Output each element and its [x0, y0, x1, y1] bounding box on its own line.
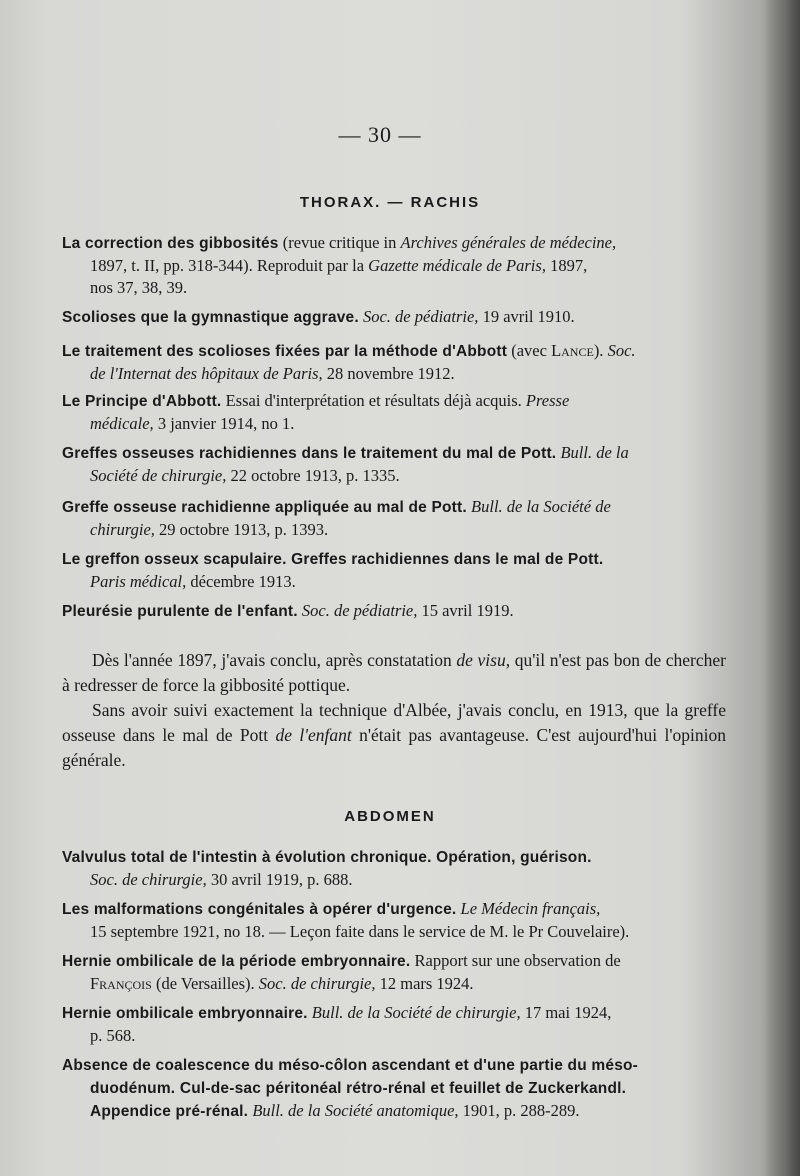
bibliography-entry: Les malformations congénitales à opérer d'urgence. Le Médecin français, 15 septembre 1921, no 18. — Leçon faite dans le service de M. le Pr Couvelaire).	[62, 899, 630, 941]
bibliography-entry: Le traitement des scolioses fixées par la méthode d'Abbott (avec Lance). Soc. de l'Internat des hôpitaux de Paris, 28 novembre 1912.	[62, 341, 636, 383]
bibliography-entry: Greffe osseuse rachidienne appliquée au mal de Pott. Bull. de la Société de chirurgie, 29 octobre 1913, p. 1393.	[62, 497, 611, 539]
page-edge-shadow	[764, 0, 800, 1176]
bibliography-entry: Le Principe d'Abbott. Essai d'interprétation et résultats déjà acquis. Presse médicale, 3 janvier 1914, no 1.	[62, 391, 570, 433]
bibliography-entry: Scolioses que la gymnastique aggrave. Soc. de pédiatrie, 19 avril 1910.	[62, 307, 575, 326]
bibliography-entry: Valvulus total de l'intestin à évolution chronique. Opération, guérison. Soc. de chirurgie, 30 avril 1919, p. 688.	[62, 849, 592, 889]
bibliography-entry: La correction des gibbosités (revue critique in Archives générales de médecine, 1897, t. II, pp. 318-344). Reproduit par la Gazette médicale de Paris, 1897, nos 37, 38, 39.	[62, 233, 617, 297]
bibliography-entry: Greffes osseuses rachidiennes dans le traitement du mal de Pott. Bull. de la Société de chirurgie, 22 octobre 1913, p. 1335.	[62, 443, 629, 485]
body-paragraph: Dès l'année 1897, j'avais conclu, après constatation de visu, qu'il n'est pas bon de chercher à redresser de force la gibbosité pottique.	[62, 650, 726, 695]
section-heading-abdomen: ABDOMEN	[344, 808, 436, 825]
section-heading-thorax: THORAX. — RACHIS	[299, 194, 481, 211]
bibliography-entry: Hernie ombilicale embryonnaire. Bull. de la Société de chirurgie, 17 mai 1924, p. 568.	[62, 1003, 612, 1045]
body-paragraph: Sans avoir suivi exactement la technique d'Albée, j'avais conclu, en 1913, que la greffe osseuse dans le mal de Pott de l'enfant n'était pas avantageuse. C'est aujourd'hui l'opinion générale.	[62, 700, 726, 770]
bibliography-entry: Le greffon osseux scapulaire. Greffes rachidiennes dans le mal de Pott. Paris médical, décembre 1913.	[62, 551, 604, 591]
bibliography-entry: Hernie ombilicale de la période embryonnaire. Rapport sur une observation de François (de Versailles). Soc. de chirurgie, 12 mars 1924.	[62, 951, 621, 993]
page-number: — 30 —	[338, 122, 422, 147]
bibliography-entry: Pleurésie purulente de l'enfant. Soc. de pédiatrie, 15 avril 1919.	[62, 601, 514, 620]
bibliography-entry: Absence de coalescence du méso-côlon ascendant et d'une partie du méso- duodénum. Cul-de-sac péritonéal rétro-rénal et feuillet de Zuckerkandl. Appendice pré-rénal. Bull. de la Société anatomique, 1901, p. 288-289.	[62, 1057, 639, 1120]
